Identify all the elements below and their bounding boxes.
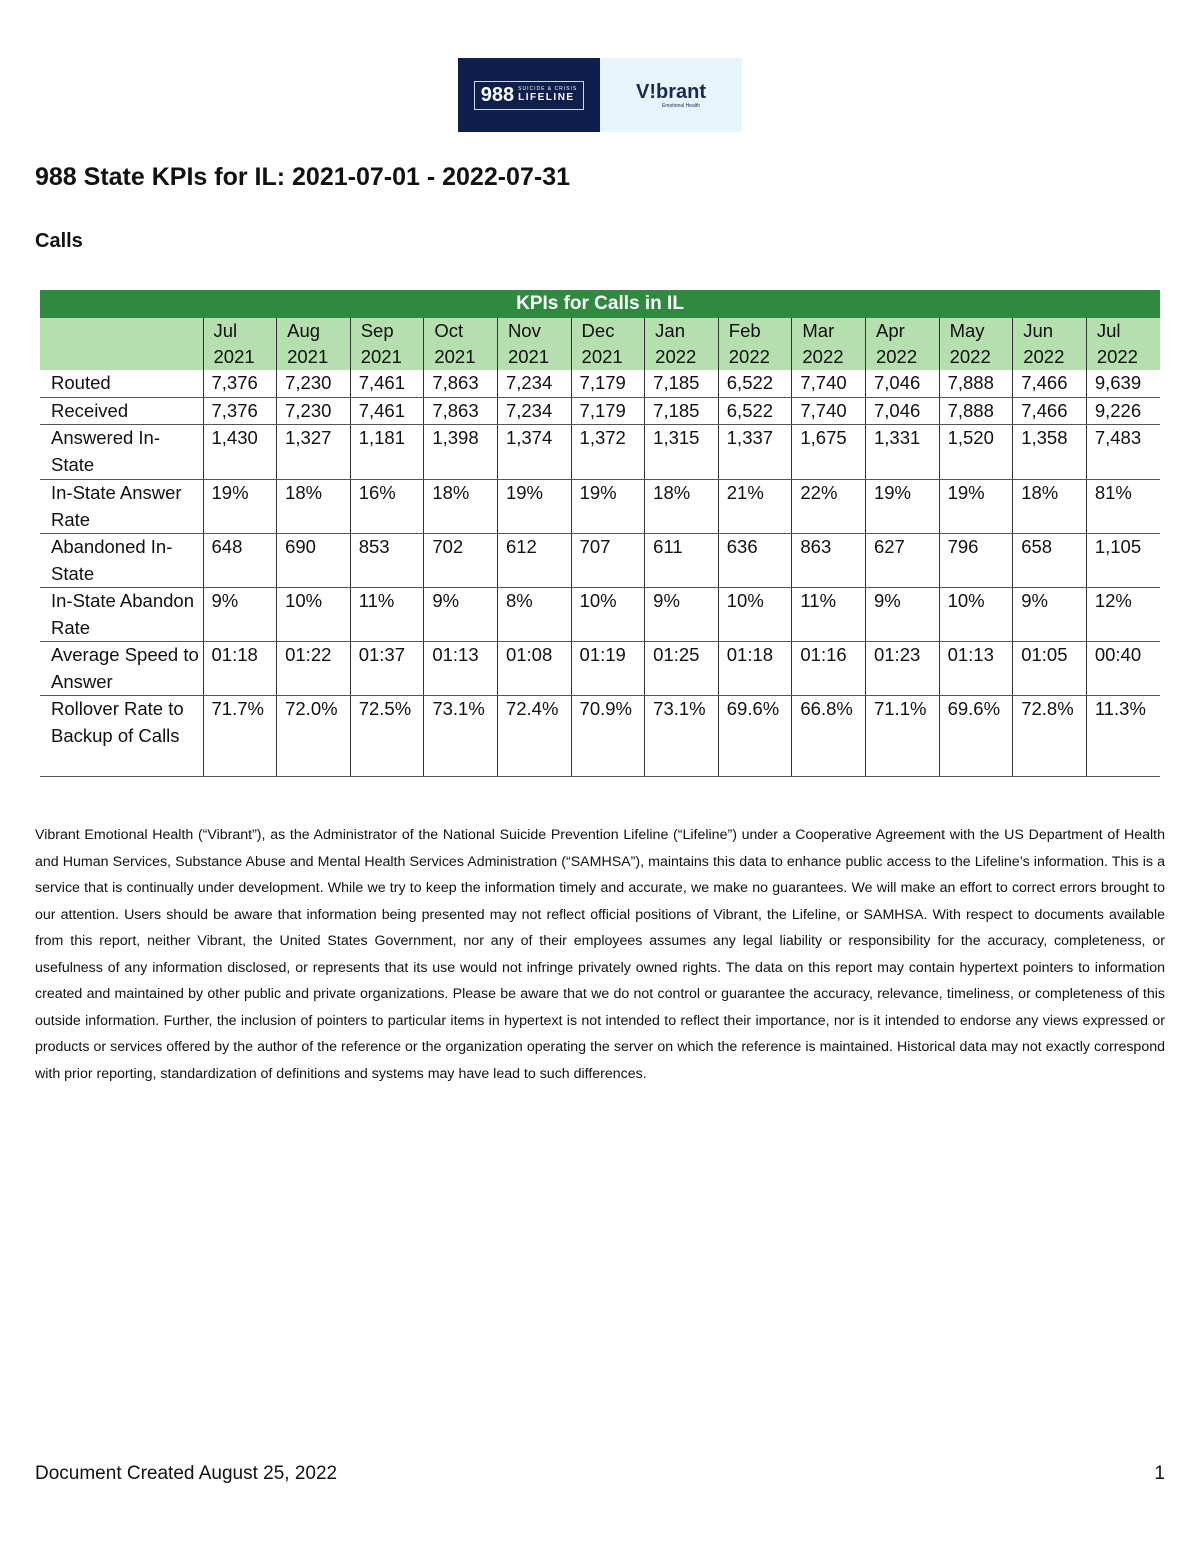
month-label: Nov [507, 320, 541, 341]
table-cell: 796 [939, 534, 1013, 588]
table-cell: 11% [350, 588, 424, 642]
month-header [497, 318, 571, 371]
table-cell: 18% [645, 480, 719, 534]
month-header [792, 318, 866, 371]
table-cell: 19% [865, 480, 939, 534]
table-cell: 1,372 [571, 425, 645, 480]
month-header [203, 318, 277, 371]
month-header [571, 318, 645, 371]
table-row [40, 588, 1160, 642]
month-header [865, 318, 939, 371]
table-cell: 9,639 [1086, 370, 1160, 397]
table-cell: 01:13 [939, 642, 1013, 696]
table-cell: 7,376 [203, 370, 277, 397]
table-cell: 72.0% [277, 696, 351, 777]
month-label: Oct [434, 320, 464, 341]
table-cell: 71.1% [865, 696, 939, 777]
table-cell: 636 [718, 534, 792, 588]
table-cell: 66.8% [792, 696, 866, 777]
table-cell: 853 [350, 534, 424, 588]
table-cell: 7,466 [1013, 397, 1087, 425]
page-title: 988 State KPIs for IL: 2021-07-01 - 2022-07-31 [35, 163, 570, 191]
year-label: 2022 [949, 346, 991, 367]
month-label: Jun [1023, 320, 1054, 341]
table-cell: 1,315 [645, 425, 719, 480]
year-label: 2021 [360, 346, 402, 367]
table-cell: 01:19 [571, 642, 645, 696]
table-row [40, 397, 1160, 425]
table-cell: 72.4% [497, 696, 571, 777]
table-cell: 18% [1013, 480, 1087, 534]
table-row [40, 534, 1160, 588]
table-cell: 1,337 [718, 425, 792, 480]
row-label: In-State Abandon Rate [40, 588, 203, 642]
table-cell: 1,675 [792, 425, 866, 480]
table-cell: 01:23 [865, 642, 939, 696]
month-header [424, 318, 498, 371]
table-cell: 1,105 [1086, 534, 1160, 588]
month-label: Apr [875, 320, 905, 341]
month-label: Aug [287, 320, 321, 341]
year-label: 2021 [434, 346, 476, 367]
month-label: Dec [581, 320, 615, 341]
table-cell: 11.3% [1086, 696, 1160, 777]
table-cell: 72.5% [350, 696, 424, 777]
table-cell: 10% [571, 588, 645, 642]
corner-cell [40, 318, 203, 371]
table-row [40, 696, 1160, 777]
table-cell: 7,461 [350, 397, 424, 425]
table-cell: 7,376 [203, 397, 277, 425]
table-cell: 21% [718, 480, 792, 534]
table-cell: 707 [571, 534, 645, 588]
table-cell: 81% [1086, 480, 1160, 534]
row-label: Received [40, 397, 203, 425]
logo-small-text: SUICIDE & CRISIS [518, 86, 578, 92]
table-cell: 7,234 [497, 397, 571, 425]
table-title: KPIs for Calls in IL [40, 290, 1160, 318]
month-label: Feb [728, 320, 761, 341]
table-cell: 70.9% [571, 696, 645, 777]
table-cell: 73.1% [645, 696, 719, 777]
logo-big-text: LIFELINE [518, 92, 575, 103]
month-header [1086, 318, 1160, 371]
table-cell: 7,483 [1086, 425, 1160, 480]
table-cell: 1,331 [865, 425, 939, 480]
table-cell: 7,185 [645, 397, 719, 425]
year-label: 2022 [1096, 346, 1138, 367]
table-cell: 72.8% [1013, 696, 1087, 777]
table-cell: 1,181 [350, 425, 424, 480]
table-cell: 7,466 [1013, 370, 1087, 397]
table-cell: 7,230 [277, 397, 351, 425]
month-label: Sep [360, 320, 394, 341]
header-logos [458, 58, 742, 132]
table-cell: 11% [792, 588, 866, 642]
table-cell: 7,863 [424, 397, 498, 425]
table-cell: 863 [792, 534, 866, 588]
row-label: Answered In-State [40, 425, 203, 480]
table-cell: 7,740 [792, 397, 866, 425]
table-cell: 01:25 [645, 642, 719, 696]
table-cell: 01:18 [718, 642, 792, 696]
logo-988: 988 [480, 83, 515, 106]
month-header [939, 318, 1013, 371]
table-cell: 7,046 [865, 397, 939, 425]
table-cell: 7,888 [939, 397, 1013, 425]
table-cell: 9% [1013, 588, 1087, 642]
table-cell: 1,398 [424, 425, 498, 480]
table-cell: 690 [277, 534, 351, 588]
table-cell: 7,740 [792, 370, 866, 397]
table-cell: 1,374 [497, 425, 571, 480]
table-cell: 00:40 [1086, 642, 1160, 696]
table-cell: 9,226 [1086, 397, 1160, 425]
table-cell: 7,185 [645, 370, 719, 397]
row-label: Rollover Rate to Backup of Calls [40, 696, 203, 777]
table-cell: 1,430 [203, 425, 277, 480]
table-cell: 19% [571, 480, 645, 534]
table-row [40, 370, 1160, 397]
table-cell: 69.6% [939, 696, 1013, 777]
table-cell: 01:13 [424, 642, 498, 696]
table-cell: 612 [497, 534, 571, 588]
month-header [277, 318, 351, 371]
table-cell: 01:18 [203, 642, 277, 696]
table-cell: 9% [865, 588, 939, 642]
table-cell: 6,522 [718, 370, 792, 397]
month-label: Jul [1096, 320, 1121, 341]
month-header [1013, 318, 1087, 371]
year-label: 2022 [728, 346, 770, 367]
year-label: 2022 [1023, 346, 1065, 367]
month-label: Jan [655, 320, 685, 341]
year-label: 2021 [287, 346, 329, 367]
table-cell: 6,522 [718, 397, 792, 425]
page-number: 1 [1154, 1463, 1165, 1484]
table-cell: 01:08 [497, 642, 571, 696]
vibrant-wordmark: V!brant [636, 80, 706, 103]
month-header [718, 318, 792, 371]
table-cell: 12% [1086, 588, 1160, 642]
vibrant-logo [600, 58, 742, 132]
table-row [40, 642, 1160, 696]
year-label: 2021 [581, 346, 623, 367]
table-cell: 8% [497, 588, 571, 642]
document-created: Document Created August 25, 2022 [35, 1463, 338, 1484]
table-cell: 10% [939, 588, 1013, 642]
row-label: Routed [40, 370, 203, 397]
section-heading: Calls [35, 230, 83, 252]
year-label: 2022 [655, 346, 697, 367]
month-header [350, 318, 424, 371]
month-label: Mar [802, 320, 835, 341]
row-label: Average Speed to Answer [40, 642, 203, 696]
month-header [645, 318, 719, 371]
table-cell: 19% [203, 480, 277, 534]
table-cell: 19% [497, 480, 571, 534]
table-cell: 18% [424, 480, 498, 534]
table-cell: 611 [645, 534, 719, 588]
row-label: Abandoned In-State [40, 534, 203, 588]
table-cell: 7,179 [571, 397, 645, 425]
month-label: May [949, 320, 985, 341]
table-cell: 7,461 [350, 370, 424, 397]
table-cell: 9% [424, 588, 498, 642]
table-row [40, 480, 1160, 534]
table-cell: 01:16 [792, 642, 866, 696]
table-cell: 1,358 [1013, 425, 1087, 480]
table-cell: 9% [203, 588, 277, 642]
table-cell: 7,888 [939, 370, 1013, 397]
table-cell: 10% [718, 588, 792, 642]
table-cell: 01:22 [277, 642, 351, 696]
table-cell: 702 [424, 534, 498, 588]
table-cell: 7,863 [424, 370, 498, 397]
table-cell: 22% [792, 480, 866, 534]
table-cell: 18% [277, 480, 351, 534]
table-cell: 7,046 [865, 370, 939, 397]
table-cell: 7,234 [497, 370, 571, 397]
vibrant-subtitle: Emotional Health [661, 102, 701, 109]
table-cell: 01:37 [350, 642, 424, 696]
988-lifeline-logo [458, 58, 600, 132]
kpi-table [40, 290, 1160, 777]
table-cell: 658 [1013, 534, 1087, 588]
month-label: Jul [213, 320, 238, 341]
table-cell: 73.1% [424, 696, 498, 777]
table-cell: 9% [645, 588, 719, 642]
table-cell: 71.7% [203, 696, 277, 777]
year-label: 2022 [875, 346, 918, 367]
table-cell: 69.6% [718, 696, 792, 777]
table-cell: 16% [350, 480, 424, 534]
year-label: 2021 [507, 346, 550, 367]
table-cell: 648 [203, 534, 277, 588]
table-cell: 627 [865, 534, 939, 588]
table-cell: 7,230 [277, 370, 351, 397]
table-cell: 1,520 [939, 425, 1013, 480]
table-cell: 1,327 [277, 425, 351, 480]
table-cell: 7,179 [571, 370, 645, 397]
table-row [40, 425, 1160, 480]
row-label: In-State Answer Rate [40, 480, 203, 534]
table-cell: 01:05 [1013, 642, 1087, 696]
disclaimer: Vibrant Emotional Health (“Vibrant”), as the Administrator of the National Suicide Prevention Lifeline (“Lifeline”) under a Cooperative Agreement with the US Department of Health and Human Services, Substance Abuse and Mental Health Services Administration (“SAMHSA”), maintains this data to enhance public access to the Lifeline’s information. This is a service that is continually under development. While we try to keep the information timely and accurate, we make no guarantees. We will make an effort to correct errors brought to our attention. Users should be aware that information being presented may not reflect official positions of Vibrant, the Lifeline, or SAMHSA. With respect to documents available from this report, neither Vibrant, the United States Government, nor any of their employees assumes any legal liability or responsibility for the accuracy, completeness, or usefulness of any information disclosed, or represents that its use would not infringe privately owned rights. The data on this report may contain hypertext pointers to information created and maintained by other public and private organizations. Please be aware that we do not control or guarantee the accuracy, relevance, timeliness, or completeness of this outside information. Further, the inclusion of pointers to particular items in hypertext is not intended to reflect their importance, nor is it intended to endorse any views expressed or products or services offered by the author of the reference or the organization operating the server on which the reference is maintained. Historical data may not exactly correspond with prior reporting, standardization of definitions and systems may have lead to such differences. [35, 827, 1165, 1082]
table-cell: 10% [277, 588, 351, 642]
table-cell: 19% [939, 480, 1013, 534]
year-label: 2022 [802, 346, 844, 367]
year-label: 2021 [213, 346, 255, 367]
month-header-row [40, 318, 1160, 371]
